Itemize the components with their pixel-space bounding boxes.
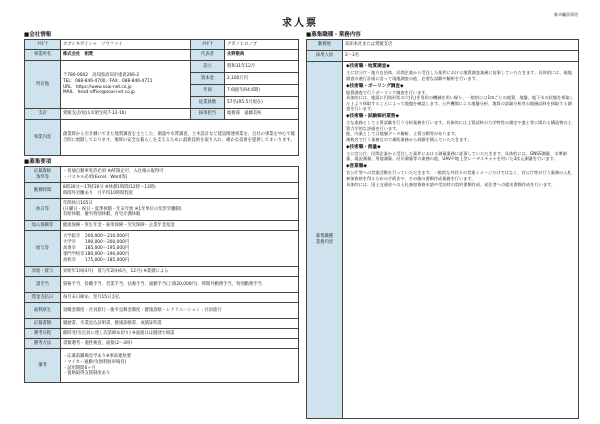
insurance-value: 健康保険・厚生年金・雇用保険・労災保険・企業年金基金 xyxy=(61,221,299,231)
notes-label: 備考 xyxy=(25,349,61,383)
workplace-label: 勤務地 xyxy=(307,40,343,51)
furigana-label-2: ﾌﾘｶﾞﾅ xyxy=(191,40,225,50)
salary-row-amount: 200,000～210,000円 xyxy=(85,233,130,239)
job-item-text: 官公庁等への営業活動を行っていただきます。一般的な外回りの営業イメージだけではなく、官公庁等が行う業務の入札参加資格を得るための手続きや、その後の書類作成業務を行います。 具体的には、国土交通省への入札参加資格申請や受注時の契約書類作成、発注者への提出書類作成を行います。 xyxy=(346,170,572,187)
payday-value: 毎月末日締め、翌月15日支払 xyxy=(61,293,299,303)
job-item-heading: ◆営業職◆ xyxy=(346,164,367,170)
job-item-text: 主に官公庁・地方自治体、民間企業から受注した案件における地質調査業務に従事していただきます。具体的には、現地調査の進行計画に沿って現地調査の他、必要な試験や解析を行います。 xyxy=(346,69,572,81)
furigana-value: カブシキガイシャ ソウファイ xyxy=(61,40,191,50)
job-item-text: 主に官公庁、民間企業から受注した案件における測量業務に従事していただきます。具体的には、GNSS測量、水準測量、現況測量、用地測量、河川測量等の業務の他、UAVや地上型レーザスキャナを用いた3次元測量を行います。 xyxy=(346,150,567,162)
established-label: 設立 xyxy=(191,61,225,73)
branch-value: 愛媛支店(松山市昭生町7-12-10) xyxy=(61,109,191,120)
salary-row-label: 大学卒 xyxy=(63,239,76,245)
job-item xyxy=(346,145,575,162)
raise-bonus-value: 昇給年1回(4月) 賞与年2回(6月、12月) ※業績による xyxy=(61,267,299,277)
job-item xyxy=(346,114,575,142)
capital-label: 資本金 xyxy=(191,73,225,85)
employees-value: 57名(R5.5月現在) xyxy=(225,97,299,109)
sales-label: 年商 xyxy=(191,85,225,97)
headcount-value: 2～3名 xyxy=(343,51,579,62)
notes-value: ・応募前職場見学あり※事前連絡要 ・マイカー通勤可(無料駐車場有) ・試用期間6ヶ月 ・資格取得支援制度あり xyxy=(61,349,299,383)
contact-value: 総務部 遠藤美咲 xyxy=(225,109,299,120)
workplace-value: 高知本社または愛媛支店 xyxy=(343,40,579,51)
job-item-heading: ◆技術職・測量◆ xyxy=(346,144,381,150)
salary-row-amount: 190,000～200,000円 xyxy=(85,239,130,245)
branch-label: 支店 xyxy=(25,109,61,120)
furigana-label: ﾌﾘｶﾞﾅ xyxy=(25,40,61,50)
welfare-label: 福利厚生 xyxy=(25,303,61,319)
job-item xyxy=(346,84,575,112)
salary-row-amount: 185,000～195,000円 xyxy=(85,245,130,251)
employees-label: 従業員数 xyxy=(191,97,225,109)
furigana-value-2: ナガノヒロノブ xyxy=(225,40,299,50)
qualification-label: 応募資格 条件等 xyxy=(25,167,61,183)
payday-label: 賃金支払日 xyxy=(25,293,61,303)
allowances-label: 諸手当 xyxy=(25,277,61,293)
job-description-label: 募集職種 業務内容 xyxy=(307,62,343,419)
contact-label: 採用担当 xyxy=(191,109,225,120)
sales-value: 7.6億円(R4.6期) xyxy=(225,85,299,97)
selection-label: 選考方法 xyxy=(25,339,61,349)
business-label: 事業内容 xyxy=(25,120,61,156)
raise-bonus-label: 昇給・賞与 xyxy=(25,267,61,277)
salary-row-label: 専門学校卒 xyxy=(63,251,85,257)
documents-label: 応募書類 xyxy=(25,319,61,329)
salary-row-label: 大学院卒 xyxy=(63,233,81,239)
hours-label: 勤務時間 xyxy=(25,183,61,199)
salary-label: 給与等 xyxy=(25,231,61,267)
holidays-value: 年間休日105日 (日曜日・祝日・夏季休暇・年末年始 ※1年単位の変形労働制) 有給休暇、慶弔特別休暇、育児介護休暇 xyxy=(61,199,299,221)
established-value: 昭和31年12月 xyxy=(225,61,299,73)
hours-value: 8時30分～17時30分 ※休憩1時間(12時～13時) 時間外労働あり 月平均10時間程度 xyxy=(61,183,299,199)
job-table xyxy=(306,39,579,419)
recruit-table xyxy=(24,166,299,383)
salary-value xyxy=(61,231,299,267)
company-table xyxy=(24,39,299,156)
job-item xyxy=(346,64,575,81)
salary-row-label: 高校卒 xyxy=(63,257,76,263)
document-stamp: 新卒職員専用 xyxy=(554,12,578,17)
job-item-heading: ◆技術職・地質調査◆ xyxy=(346,64,390,69)
job-item-text: 主な業務として土質試験を行う分析業務を行います。具体的には土質試料の力学特性の測定や盛土等に関わる構造物の土質力学的な評価を行います。 他、内業としては地層データ解析、土質分類等があります。 複数名で行う業務なので補助業務から経験を積んでいただきます。 xyxy=(346,120,572,142)
salary-row-label: 高専卒 xyxy=(63,245,76,251)
documents-value: 履歴書、卒業見込証明書、健康診断書、成績証明書 xyxy=(61,319,299,329)
headcount-label: 採用人員 xyxy=(307,51,343,62)
selection-value: 書類選考・適性検査、面接(2～3回) xyxy=(61,339,299,349)
business-value: 創業時から引き継いできた地質調査を主とした、測量や水質調査、土木設計など建設関連事業を、自社の事業を中心で総合的に展開しております。地域の安全な暮らしを支えるために最新技術を取り入れ、確かな技術を提供してまいります。 xyxy=(61,120,299,156)
company-name-label: 事業所名 xyxy=(25,50,61,61)
company-section-heading: ■会社情報 xyxy=(24,32,52,38)
recruit-section-heading: ■募集要項 xyxy=(24,159,52,165)
job-item-text: 地質調査で行うボーリング調査を行います。 具体的には、地面に円筒形状の穴(孔)を専用の機械を用い掘り、一般的には1mごとの地質、地盤、地下水の状態を採取した上より採取することによって地盤を確認します。公共機関による地盤分析、地質の詳細分析用の地層試料を採取する調査を行います。 xyxy=(346,89,574,112)
schedule-value: 随時受付(定員に達し次第締め切り) ※面接日は個別で相談 xyxy=(61,329,299,339)
schedule-label: 選考日程 xyxy=(25,329,61,339)
capital-value: 2,100万円 xyxy=(225,73,299,85)
address-label: 所在地 xyxy=(25,61,61,109)
representative-value: 永野敬典 xyxy=(225,50,299,61)
salary-row-amount: 175,000～185,000円 xyxy=(85,257,130,263)
document-title: 求人票 xyxy=(282,18,318,29)
address-value: 〒780-0002 高知県高知市重倉266-2 TEL：088-846-4700／FAX：088-846-4711 URL https://www.soai-net.co.jp MAIL head-office@soai-net.co.jp xyxy=(61,61,191,109)
qualification-value: ・普通自動車免許必須 ※AT限定可、入社後の取得可 ・パスキル必須(Excel、Word等) xyxy=(61,167,299,183)
company-name-value: 株式会社 相愛 xyxy=(61,50,191,61)
representative-label: 代表者 xyxy=(191,50,225,61)
job-item-heading: ◆技術職・試験解析業務◆ xyxy=(346,114,400,120)
job-item xyxy=(346,164,575,187)
holidays-label: 休日等 xyxy=(25,199,61,221)
job-item-heading: ◆技術職・ボーリング調査◆ xyxy=(346,83,404,89)
welfare-value: 退職金制度・社員旅行・慶弔見舞金制度・健康診断・レクリエーション・社員旅行 xyxy=(61,303,299,319)
job-section-heading: ■募集職種・業務内容 xyxy=(306,32,361,38)
salary-row-amount: 180,000～190,000円 xyxy=(85,251,130,257)
insurance-label: 加入保険等 xyxy=(25,221,61,231)
job-description-value xyxy=(343,62,579,419)
allowances-value: 資格手当、役職手当、営業手当、扶養手当、通勤手当(上限20,000円)、時間外勤務手当、特別勤務手当 xyxy=(61,277,299,293)
